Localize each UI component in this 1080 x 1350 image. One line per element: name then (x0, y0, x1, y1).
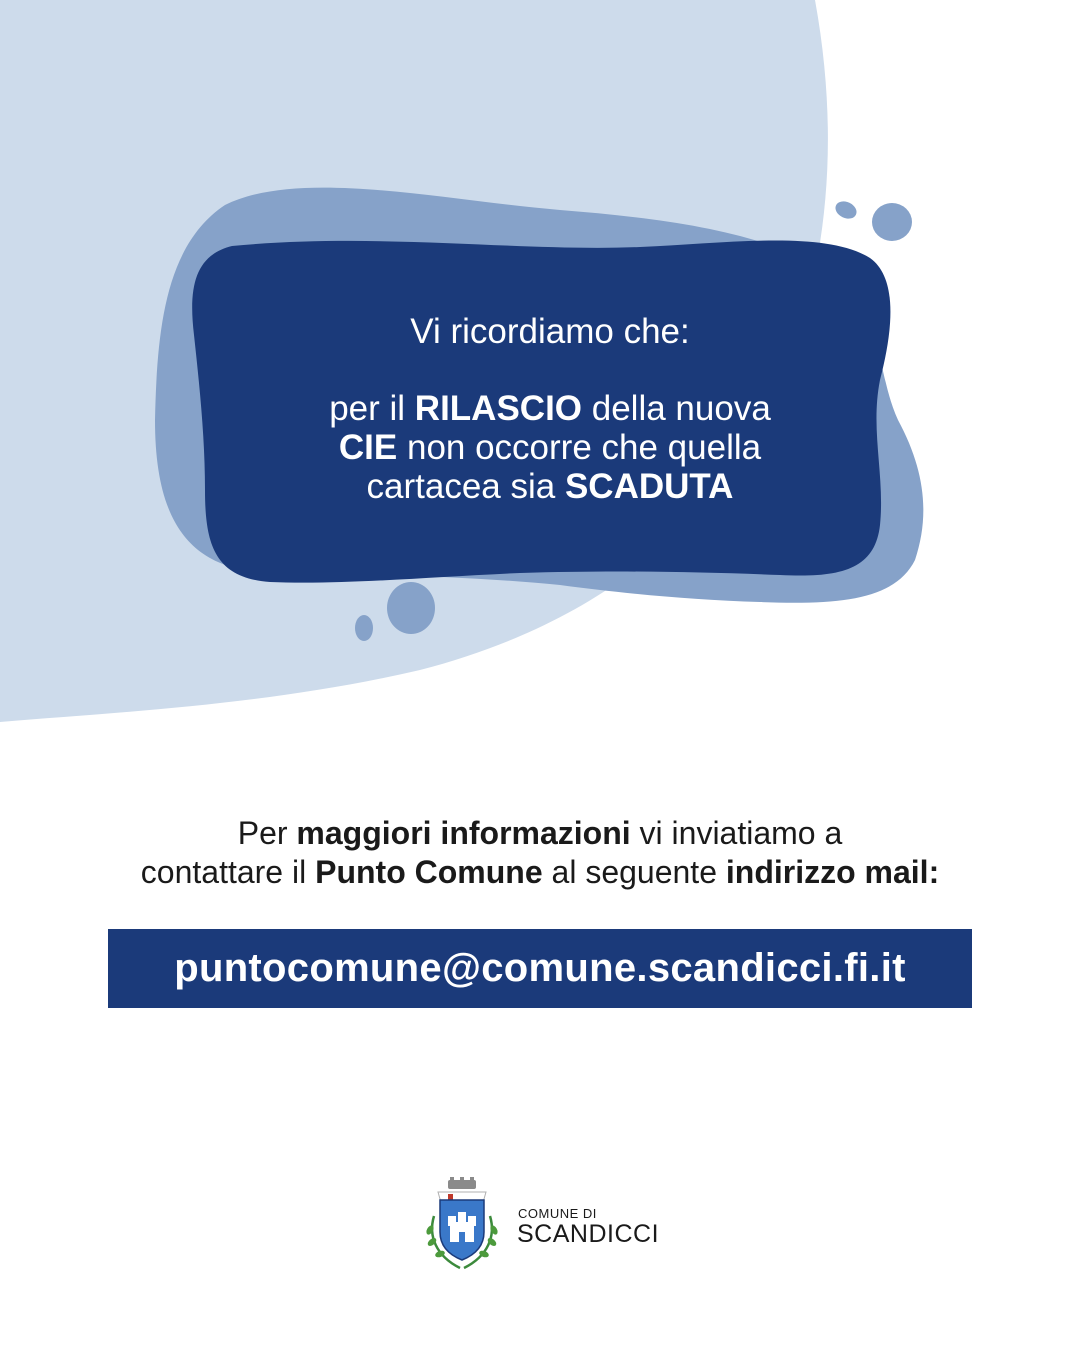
reminder-line-1: per il RILASCIO della nuova (329, 389, 771, 428)
decorative-dot (387, 582, 435, 634)
email-banner[interactable] (108, 929, 972, 1008)
decorative-dot (833, 198, 860, 222)
decorative-dot (355, 615, 373, 641)
logo-caption-big: SCANDICCI (517, 1220, 660, 1248)
info-text (40, 814, 1040, 892)
info-line-2: contattare il Punto Comune al seguente indirizzo mail: (140, 854, 940, 890)
logo-caption-small: COMUNE DI (518, 1206, 597, 1221)
info-line-1: Per maggiori informazioni vi inviatiamo a (237, 815, 843, 851)
decorative-dot (872, 203, 912, 241)
reminder-message (250, 312, 850, 506)
reminder-line-3: cartacea sia SCADUTA (366, 467, 734, 506)
reminder-intro: Vi ricordiamo che: (410, 312, 690, 351)
scandicci-coat-of-arms-icon (420, 1176, 504, 1276)
keyword-scaduta: SCADUTA (564, 467, 734, 506)
keyword-cie: CIE (338, 428, 398, 467)
email-address-link[interactable]: puntocomune@comune.scandicci.fi.it (174, 946, 906, 990)
keyword-rilascio: RILASCIO (414, 389, 583, 428)
reminder-line-2: CIE non occorre che quella (338, 428, 762, 467)
comune-logo (420, 1176, 680, 1276)
